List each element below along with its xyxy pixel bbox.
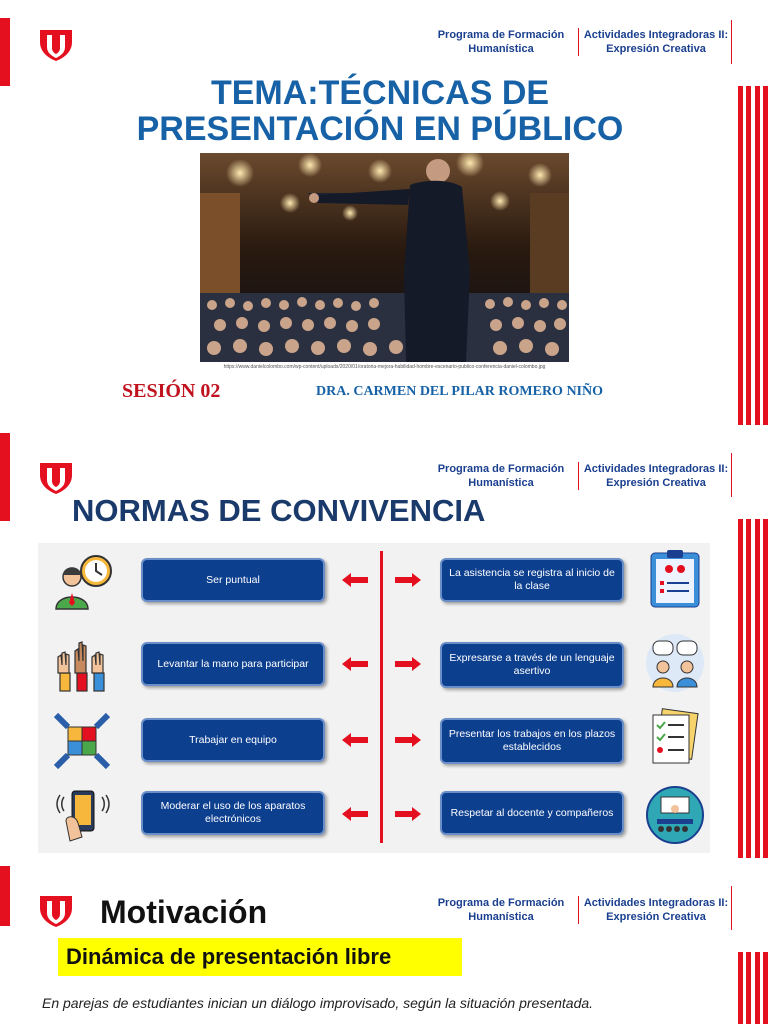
university-logo-icon (38, 459, 74, 495)
course-header: Actividades Integradoras II: Expresión Creativa (578, 462, 733, 490)
speaker-photo (200, 153, 569, 362)
smartphone-icon (52, 785, 112, 845)
course-header: Actividades Integradoras II: Expresión Creativa (578, 896, 733, 924)
header-divider (731, 886, 732, 930)
program-header: Programa de Formación Humanística (437, 897, 565, 923)
right-stripes (738, 952, 768, 1024)
course-header: Actividades Integradoras II: Expresión Creativa (578, 28, 733, 56)
clock-person-icon (52, 551, 112, 611)
conversation-icon (645, 633, 705, 693)
left-accent-bar (0, 18, 10, 86)
arrow-right-icon (395, 733, 421, 747)
task-checklist-icon (645, 707, 705, 767)
arrow-left-icon (342, 733, 368, 747)
attendance-clipboard-icon (645, 549, 705, 609)
arrow-right-icon (395, 657, 421, 671)
right-stripes (738, 86, 768, 425)
university-logo-icon (38, 892, 74, 928)
classroom-icon (645, 785, 705, 845)
rule-left-2: Levantar la mano para participar (141, 642, 325, 686)
rule-right-2: Expresarse a través de un lenguaje asertivo (440, 642, 624, 688)
arrow-left-icon (342, 573, 368, 587)
title-line-1: TEMA:TÉCNICAS DE (210, 74, 550, 112)
slide-title-text (120, 75, 640, 147)
rule-right-1: La asistencia se registra al inicio de la clase (440, 558, 624, 602)
left-accent-bar (0, 866, 10, 926)
norms-divider (380, 551, 383, 843)
arrow-right-icon (395, 573, 421, 587)
motivation-paragraph: En parejas de estudiantes inician un diálogo improvisado, según la situación presentada. (42, 995, 594, 1011)
program-header: Programa de Formación Humanística (437, 29, 565, 55)
puzzle-team-icon (52, 711, 112, 771)
motivation-subtitle: Dinámica de presentación libre (66, 944, 392, 969)
title-line-2: PRESENTACIÓN EN PÚBLICO (136, 110, 624, 148)
slide-norms (0, 433, 768, 858)
right-stripes (738, 519, 768, 858)
header-divider (731, 20, 732, 64)
image-credit: https://www.danielcolombo.com/wp-content/uploads/2020/01/oratoria-mejora-habilidad-hombre-escenario-publico-conferencia-daniel-colombo.jpg (223, 364, 546, 370)
rule-right-3: Presentar los trabajos en los plazos establecidos (440, 718, 624, 764)
session-label: SESIÓN 02 (122, 380, 221, 402)
teacher-name: DRA. CARMEN DEL PILAR ROMERO NIÑO (316, 384, 604, 399)
program-header: Programa de Formación Humanística (437, 463, 565, 489)
rule-left-4: Moderar el uso de los aparatos electrónicos (141, 791, 325, 835)
arrow-left-icon (342, 807, 368, 821)
rule-left-1: Ser puntual (141, 558, 325, 602)
left-accent-bar (0, 433, 10, 521)
raised-hands-icon (52, 633, 112, 693)
arrow-right-icon (395, 807, 421, 821)
motivation-title: Motivación (100, 894, 268, 930)
slide-motivation (0, 866, 768, 1024)
arrow-left-icon (342, 657, 368, 671)
norms-title: NORMAS DE CONVIVENCIA (72, 493, 486, 528)
header-divider (731, 453, 732, 497)
rule-left-3: Trabajar en equipo (141, 718, 325, 762)
rule-right-4: Respetar al docente y compañeros (440, 791, 624, 835)
slide-title (0, 0, 768, 425)
university-logo-icon (38, 26, 74, 62)
